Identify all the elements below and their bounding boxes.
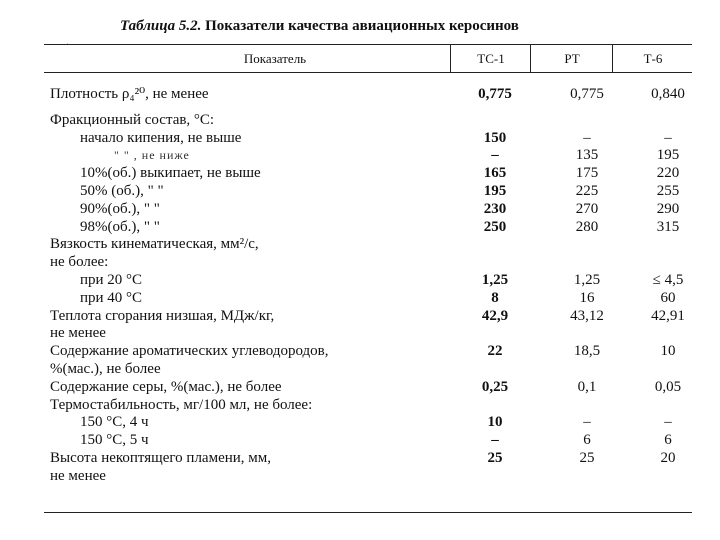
row-parameter: 90%(об.), " " bbox=[80, 200, 160, 217]
row-parameter: не менее bbox=[50, 325, 106, 342]
row-parameter: Термостабильность, мг/100 мл, не более: bbox=[50, 396, 313, 413]
table-row bbox=[50, 112, 690, 130]
row-value-v2: 18,5 bbox=[573, 343, 601, 360]
row-parameter: Содержание ароматических углеводородов, bbox=[50, 343, 329, 360]
table-row bbox=[50, 254, 690, 272]
row-value-v3: 0,840 bbox=[651, 86, 685, 102]
table-body bbox=[50, 86, 690, 486]
table-row bbox=[50, 343, 690, 361]
header-rt: РТ bbox=[564, 51, 580, 66]
row-parameter: 98%(об.), " " bbox=[80, 218, 160, 235]
row-value-v3: 20 bbox=[660, 449, 676, 466]
row-value-v3: 290 bbox=[656, 200, 680, 217]
table-row bbox=[50, 468, 690, 486]
header-ts1: ТС-1 bbox=[477, 51, 505, 66]
header-t6: Т-6 bbox=[643, 51, 663, 66]
row-value-v2: 0,1 bbox=[577, 378, 597, 395]
stray-mark: . bbox=[66, 34, 69, 48]
row-value-v2: 280 bbox=[575, 218, 599, 235]
row-parameter: Содержание серы, %(мас.), не более bbox=[50, 378, 282, 395]
row-value-v3: 60 bbox=[660, 289, 676, 306]
row-value-v3: – bbox=[664, 129, 672, 146]
row-value-v2: – bbox=[583, 129, 591, 146]
row-value-v1: 165 bbox=[483, 165, 507, 182]
row-parameter: не более: bbox=[50, 254, 109, 271]
table-row bbox=[50, 450, 690, 468]
row-value-v2: 135 bbox=[575, 147, 599, 164]
row-value-v1: 42,9 bbox=[481, 307, 509, 324]
row-parameter: 150 °С, 4 ч bbox=[80, 414, 149, 431]
row-parameter: 10%(об.) выкипает, не выше bbox=[80, 165, 261, 182]
table-row bbox=[50, 414, 690, 432]
row-value-v2: 16 bbox=[579, 289, 595, 306]
row-value-v1: 230 bbox=[483, 200, 507, 217]
table-row bbox=[50, 86, 690, 104]
row-value-v2: 43,12 bbox=[570, 307, 604, 324]
row-parameter: при 20 °С bbox=[80, 271, 143, 288]
row-value-v3: 220 bbox=[656, 165, 680, 182]
table-bottom-rule bbox=[44, 512, 692, 513]
row-value-v1: 0,775 bbox=[478, 86, 512, 102]
table-row bbox=[50, 379, 690, 397]
row-value-v2: 175 bbox=[575, 165, 599, 182]
table-row bbox=[50, 308, 690, 326]
row-value-v1: 25 bbox=[487, 449, 503, 466]
caption-label: Таблица 5.2. bbox=[120, 18, 202, 34]
row-parameter: Вязкость кинематическая, мм²/с, bbox=[50, 236, 259, 253]
caption-title: Показатели качества авиационных керосинов bbox=[205, 18, 519, 34]
header-rule bbox=[44, 72, 692, 73]
row-value-v1: 195 bbox=[483, 182, 507, 199]
row-value-v2: 25 bbox=[579, 449, 595, 466]
row-parameter: Высота некоптящего пламени, мм, bbox=[50, 449, 272, 466]
row-value-v3: 42,91 bbox=[651, 307, 685, 324]
table-row bbox=[50, 272, 690, 290]
row-value-v3: 315 bbox=[656, 218, 680, 235]
header-divider-2 bbox=[530, 44, 531, 72]
table-caption bbox=[120, 18, 640, 35]
row-parameter: %(мас.), не более bbox=[50, 360, 161, 377]
row-value-v1: 150 bbox=[483, 129, 507, 146]
table-row bbox=[50, 201, 690, 219]
row-value-v1: 22 bbox=[487, 343, 503, 360]
table-row bbox=[50, 290, 690, 308]
table-row bbox=[50, 325, 690, 343]
row-value-v1: – bbox=[491, 147, 499, 164]
row-parameter: при 40 °С bbox=[80, 289, 143, 306]
row-value-v1: 250 bbox=[483, 218, 507, 235]
row-parameter: Теплота сгорания низшая, МДж/кг, bbox=[50, 307, 275, 324]
row-value-v2: 6 bbox=[583, 432, 591, 449]
row-value-v2: 1,25 bbox=[573, 271, 601, 288]
table-row bbox=[50, 219, 690, 237]
row-value-v1: 1,25 bbox=[481, 271, 509, 288]
row-value-v3: 10 bbox=[660, 343, 676, 360]
row-parameter: " " , не ниже bbox=[114, 148, 190, 163]
table-top-rule bbox=[44, 44, 692, 45]
row-value-v3: ≤ 4,5 bbox=[652, 271, 684, 288]
table-row bbox=[50, 397, 690, 415]
row-value-v3: – bbox=[664, 414, 672, 431]
table-row bbox=[50, 147, 690, 165]
table-row bbox=[50, 432, 690, 450]
row-value-v2: 270 bbox=[575, 200, 599, 217]
table-row bbox=[50, 130, 690, 148]
header-divider-1 bbox=[450, 44, 451, 72]
table-row bbox=[50, 165, 690, 183]
row-value-v3: 255 bbox=[656, 182, 680, 199]
row-value-v1: 8 bbox=[491, 289, 499, 306]
table-row bbox=[50, 183, 690, 201]
row-value-v1: 0,25 bbox=[481, 378, 509, 395]
row-value-v1: – bbox=[491, 432, 499, 449]
row-parameter: 150 °С, 5 ч bbox=[80, 432, 149, 449]
row-value-v3: 0,05 bbox=[654, 378, 682, 395]
header-parameter: Показатель bbox=[243, 51, 307, 66]
row-value-v2: 0,775 bbox=[570, 86, 604, 102]
row-value-v3: 6 bbox=[664, 432, 672, 449]
row-parameter: начало кипения, не выше bbox=[80, 129, 242, 146]
row-value-v2: 225 bbox=[575, 182, 599, 199]
row-spacer bbox=[50, 104, 690, 112]
row-parameter: 50% (об.), " " bbox=[80, 182, 164, 199]
row-value-v1: 10 bbox=[487, 414, 503, 431]
table-row bbox=[50, 236, 690, 254]
row-parameter: Плотность ρ₄²⁰, не менее bbox=[50, 86, 209, 102]
row-value-v3: 195 bbox=[656, 147, 680, 164]
row-parameter: Фракционный состав, °С: bbox=[50, 111, 215, 128]
header-divider-3 bbox=[612, 44, 613, 72]
row-parameter: не менее bbox=[50, 467, 106, 484]
row-value-v2: – bbox=[583, 414, 591, 431]
table-row bbox=[50, 361, 690, 379]
